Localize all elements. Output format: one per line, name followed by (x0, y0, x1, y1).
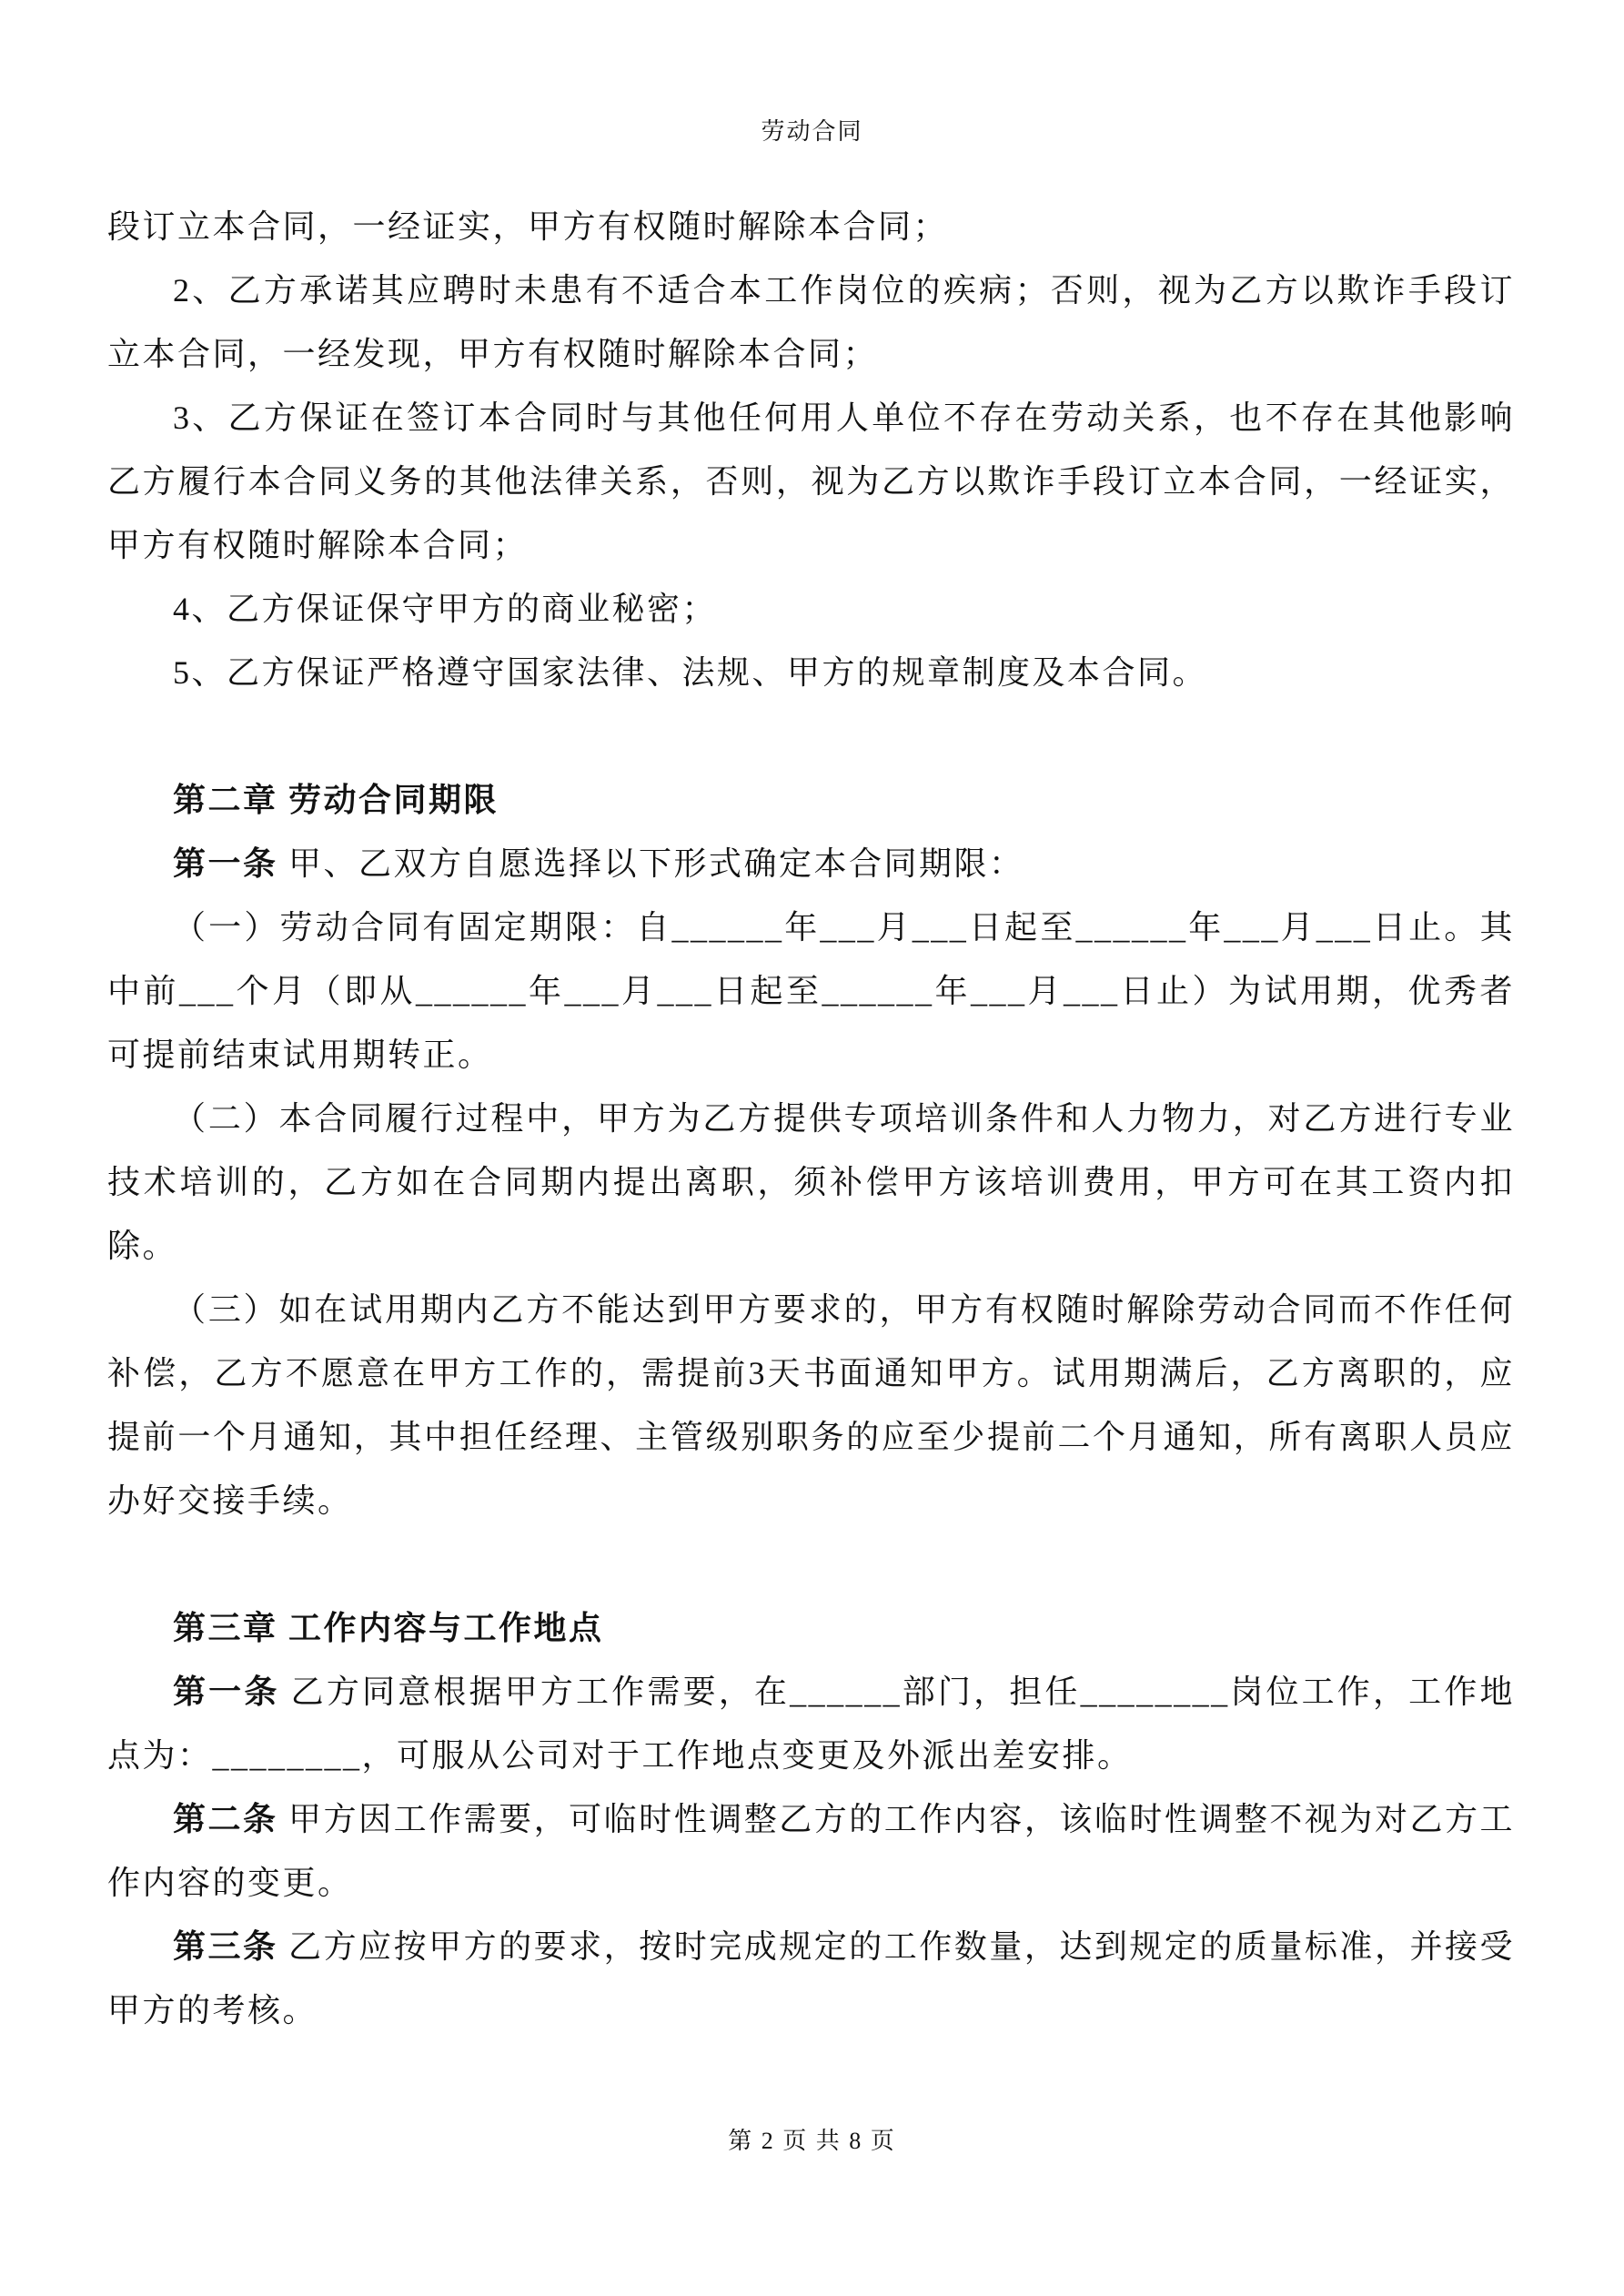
paragraph-training: （二）本合同履行过程中，甲方为乙方提供专项培训条件和人力物力，对乙方进行专业技术培训的，乙方如在合同期内提出离职，须补偿甲方该培训费用，甲方可在其工资内扣除。 (107, 1100, 1515, 1264)
blank-line (107, 704, 1515, 768)
clause-number: 第二条 (173, 1801, 278, 1837)
paragraph-item-5: 5、乙方保证严格遵守国家法律、法规、甲方的规章制度及本合同。 (173, 654, 1208, 691)
chapter-3-clause-3 (107, 1915, 1515, 2042)
clause-text: 甲方因工作需要，可临时性调整乙方的工作内容，该临时性调整不视为对乙方工作内容的变更。 (107, 1801, 1515, 1901)
page-footer (0, 2126, 1624, 2157)
paragraph-item-3: 3、乙方保证在签订本合同时与其他任何用人单位不存在劳动关系，也不存在其他影响乙方履行本合同义务的其他法律关系，否则，视为乙方以欺诈手段订立本合同，一经证实，甲方有权随时解除本合同； (107, 400, 1515, 563)
paragraph-probation: （三）如在试用期内乙方不能达到甲方要求的，甲方有权随时解除劳动合同而不作任何补偿，乙方不愿意在甲方工作的，需提前3天书面通知甲方。试用期满后，乙方离职的，应提前一个月通知，其中担任经理、主管级别职务的应至少提前二个月通知，所有离职人员应办好交接手续。 (107, 1291, 1515, 1519)
clause-text: 乙方应按甲方的要求，按时完成规定的工作数量，达到规定的质量标准，并接受甲方的考核。 (107, 1928, 1515, 2028)
document-body (107, 195, 1515, 2042)
page-header-title: 劳动合同 (761, 118, 863, 145)
clause-number: 第一条 (173, 845, 278, 882)
clause-text: 乙方同意根据甲方工作需要，在______部门，担任________岗位工作，工作地点为：________，可服从公司对于工作地点变更及外派出差安排。 (107, 1674, 1515, 1774)
paragraph-item-2: 2、乙方承诺其应聘时未患有不适合本工作岗位的疾病；否则，视为乙方以欺诈手段订立本合同，一经发现，甲方有权随时解除本合同； (107, 272, 1515, 372)
clause-number: 第一条 (173, 1674, 280, 1710)
clause-text: 甲、乙双方自愿选择以下形式确定本合同期限： (277, 845, 1024, 882)
paragraph-item-4: 4、乙方保证保守甲方的商业秘密； (173, 591, 718, 627)
chapter-2-clause-1 (107, 832, 1515, 895)
chapter-2-heading: 第二章 劳动合同期限 (173, 782, 499, 818)
clause-number: 第三条 (173, 1928, 278, 1965)
chapter-3-heading: 第三章 工作内容与工作地点 (173, 1610, 604, 1646)
page-number: 第 2 页 共 8 页 (728, 2128, 896, 2154)
paragraph-term-fixed: （一）劳动合同有固定期限：自______年___月___日起至______年___月___日止。其中前___个月（即从______年___月___日起至______年___月___日止）为试用期，优秀者可提前结束试用期转正。 (107, 909, 1515, 1073)
chapter-3-clause-2 (107, 1787, 1515, 1915)
page-header (0, 116, 1624, 147)
chapter-3-clause-1 (107, 1660, 1515, 1787)
blank-line (107, 1532, 1515, 1596)
paragraph-continuation: 段订立本合同，一经证实，甲方有权随时解除本合同； (107, 208, 949, 245)
